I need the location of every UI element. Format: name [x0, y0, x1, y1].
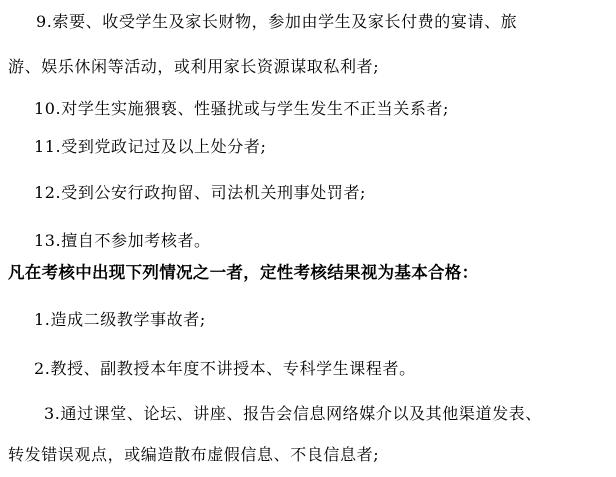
basic-item-3-line-1: 3.通过课堂、论坛、讲座、报告会信息网络媒介以及其他渠道发表、: [44, 404, 542, 423]
basic-item-1: 1.造成二级教学事故者;: [34, 310, 206, 329]
item-10: 10.对学生实施猥亵、性骚扰或与学生发生不正当关系者;: [34, 99, 450, 118]
basic-item-3-line-2: 转发错误观点，或编造散布虚假信息、不良信息者;: [8, 445, 380, 464]
section-heading-basic-qualified: 凡在考核中出现下列情况之一者，定性考核结果视为基本合格：: [8, 263, 479, 282]
basic-item-2: 2.教授、副教授本年度不讲授本、专科学生课程者。: [34, 359, 416, 378]
item-11: 11.受到党政记过及以上处分者;: [34, 137, 267, 156]
item-12: 12.受到公安行政拘留、司法机关刑事处罚者;: [34, 183, 367, 202]
item-9-line-2: 游、娱乐休闲等活动，或利用家长资源谋取私利者;: [8, 57, 380, 76]
item-13: 13.擅自不参加考核者。: [34, 231, 211, 250]
item-9-line-1: 9.索要、收受学生及家长财物，参加由学生及家长付费的宴请、旅: [36, 12, 518, 31]
